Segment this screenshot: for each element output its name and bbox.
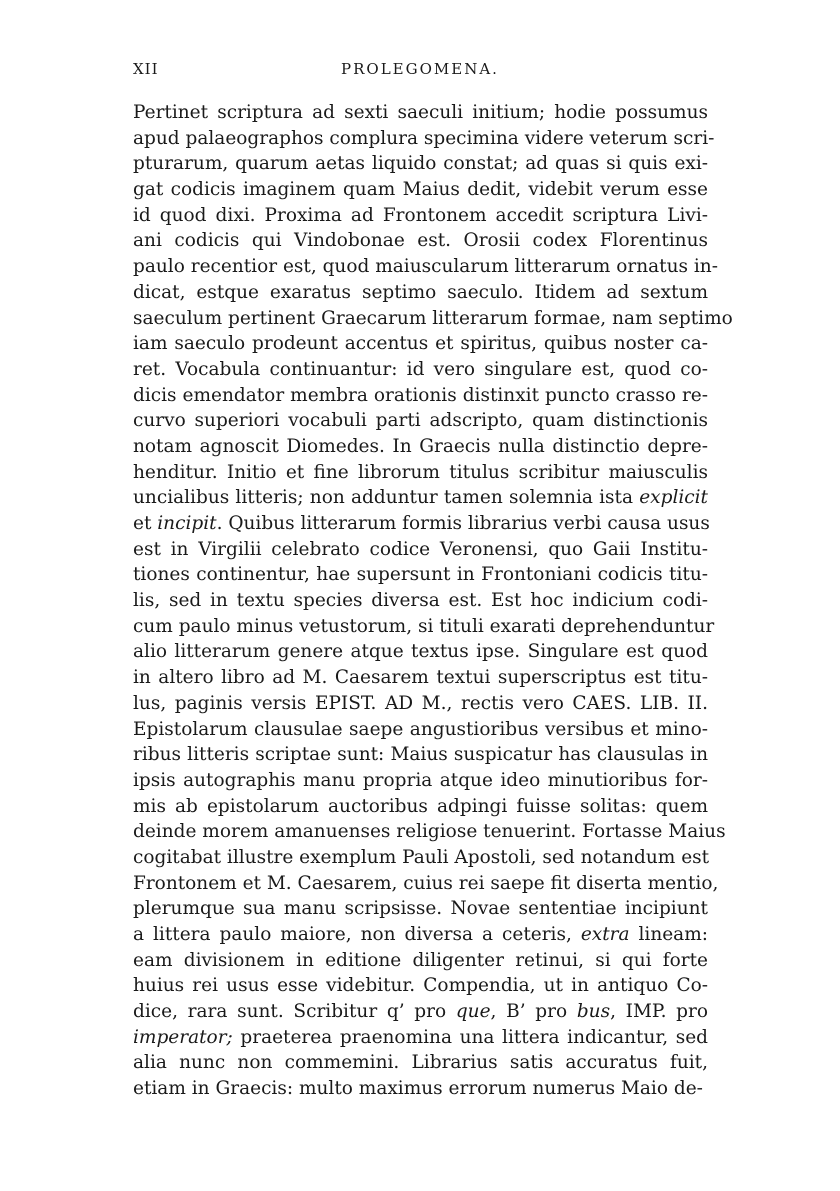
text-segment: ipsis autographis manu propria atque ideo minutioribus for- <box>133 769 708 791</box>
text-segment: deinde morem amanuenses religiose tenuerint. Fortasse Maius <box>133 821 726 843</box>
text-line <box>133 794 708 820</box>
italic-text: imperator; <box>133 1026 233 1048</box>
text-line <box>133 228 708 254</box>
text-segment: saeculum pertinent Graecarum litterarum formae, nam septimo <box>133 307 733 329</box>
text-line <box>133 999 708 1025</box>
text-segment: notam agnoscit Diomedes. In Graecis nulla distinctio depre- <box>133 435 708 457</box>
text-segment: gat codicis imaginem quam Maius dedit, videbit verum esse <box>133 179 708 201</box>
text-line <box>133 639 708 665</box>
text-segment: huius rei usus esse videbitur. Compendia, ut in antiquo Co- <box>133 975 708 997</box>
text-segment: eam divisionem in editione diligenter retinui, si qui forte <box>133 949 708 971</box>
text-segment: uncialibus litteris; non adduntur tamen solemnia ista <box>133 487 640 509</box>
text-line <box>133 1025 708 1051</box>
text-line <box>133 845 708 871</box>
text-segment: praeterea praenomina una littera indicantur, sed <box>232 1026 708 1048</box>
text-line <box>133 357 708 383</box>
text-segment: cogitabat illustre exemplum Pauli Apostoli, sed notandum est <box>133 846 710 868</box>
page-number: XII <box>133 60 159 78</box>
text-line <box>133 280 708 306</box>
text-line <box>133 254 718 280</box>
text-line <box>133 151 708 177</box>
text-segment: cum paulo minus vetustorum, si tituli exarati deprehenduntur <box>133 615 715 637</box>
text-segment: in altero libro ad M. Caesarem textui superscriptus est titu- <box>133 667 708 689</box>
text-segment: henditur. Initio et fine librorum titulus scribitur maiusculis <box>133 461 708 483</box>
text-line <box>133 511 708 537</box>
text-segment: . Quibus litterarum formis librarius verbi causa usus <box>216 513 710 534</box>
text-line <box>133 434 708 460</box>
text-segment: lis, sed in textu species diversa est. Est hoc indicium codi- <box>133 590 708 612</box>
text-line <box>133 614 715 640</box>
text-line <box>133 871 719 897</box>
text-segment: apud palaeographos complura specimina videre veterum scri- <box>133 127 715 149</box>
text-segment: ani codicis qui Vindobonae est. Orosii codex Florentinus <box>133 230 708 252</box>
text-segment: lineam: <box>629 924 708 945</box>
text-segment: dicis emendator membra orationis distinxit puncto crasso re- <box>133 384 708 406</box>
italic-text: extra <box>580 924 630 945</box>
text-segment: dicat, estque exaratus septimo saeculo. Itidem ad sextum <box>133 281 708 303</box>
text-segment: etiam in Graecis: multo maximus errorum numerus Maio de- <box>133 1078 703 1100</box>
italic-text: que <box>455 1001 491 1023</box>
text-segment: est in Virgilii celebrato codice Veronensi, quo Gaii Institu- <box>133 538 708 560</box>
text-segment: pturarum, quarum aetas liquido constat; ad quas si quis exi- <box>133 153 708 175</box>
text-segment: alio litterarum genere atque textus ipse. Singulare est quod <box>133 641 708 663</box>
text-segment: alia nunc non commemini. Librarius satis accuratus fuit, <box>133 1052 708 1074</box>
text-segment: Pertinet scriptura ad sexti saeculi initium; hodie possumus <box>133 102 708 123</box>
text-line <box>133 922 708 948</box>
text-line <box>133 742 708 768</box>
text-line <box>133 1076 708 1102</box>
text-line <box>133 973 708 999</box>
text-segment: , B’ pro <box>490 1001 577 1023</box>
text-segment: Frontonem et M. Caesarem, cuius rei saepe fit diserta mentio, <box>133 872 719 894</box>
text-line <box>133 460 708 486</box>
text-line <box>133 177 708 203</box>
text-segment: paulo recentior est, quod maiuscularum litterarum ornatus in- <box>133 256 718 278</box>
text-line <box>133 588 708 614</box>
running-head: PROLEGOMENA. <box>341 60 499 78</box>
text-line <box>133 537 708 563</box>
text-line <box>133 408 708 434</box>
text-line <box>133 126 715 152</box>
text-line <box>133 203 708 229</box>
italic-text: bus <box>576 1001 611 1023</box>
text-segment: Epistolarum clausulae saepe angustioribus versibus et mino- <box>133 718 708 740</box>
text-line <box>133 768 708 794</box>
text-line <box>133 717 708 743</box>
text-line <box>133 100 708 126</box>
text-segment: iam saeculo prodeunt accentus et spiritus, quibus noster ca- <box>133 333 708 355</box>
text-line <box>133 562 708 588</box>
text-segment: mis ab epistolarum auctoribus adpingi fuisse solitas: quem <box>133 795 708 817</box>
text-segment: id quod dixi. Proxima ad Frontonem accedit scriptura Livi- <box>133 204 708 226</box>
body-text <box>133 100 733 1102</box>
text-line <box>133 665 708 691</box>
text-segment: ret. Vocabula continuantur: id vero singulare est, quod co- <box>133 358 708 380</box>
text-line <box>133 819 726 845</box>
text-line <box>133 485 708 511</box>
text-segment: plerumque sua manu scripsisse. Novae sententiae incipiunt <box>133 898 708 920</box>
text-line <box>133 948 708 974</box>
italic-text: explicit <box>639 487 708 509</box>
italic-text: incipit <box>157 513 217 534</box>
text-line <box>133 1050 708 1076</box>
text-segment: , IMP. pro <box>610 1001 709 1023</box>
text-line <box>133 306 733 332</box>
text-line <box>133 691 708 717</box>
text-segment: tiones continentur, hae supersunt in Frontoniani codicis titu- <box>133 564 708 586</box>
text-segment: dice, rara sunt. Scribitur q’ pro <box>133 1001 456 1023</box>
text-segment: a littera paulo maiore, non diversa a ceteris, <box>133 924 581 945</box>
text-line <box>133 383 708 409</box>
text-segment: curvo superiori vocabuli parti adscripto, quam distinctionis <box>133 410 708 432</box>
text-segment: ribus litteris scriptae sunt: Maius suspicatur has clausulas in <box>133 744 708 766</box>
text-line <box>133 896 708 922</box>
text-segment: et <box>133 513 158 534</box>
text-line <box>133 331 708 357</box>
text-segment: lus, paginis versis EPIST. AD M., rectis vero CAES. LIB. II. <box>133 692 708 714</box>
